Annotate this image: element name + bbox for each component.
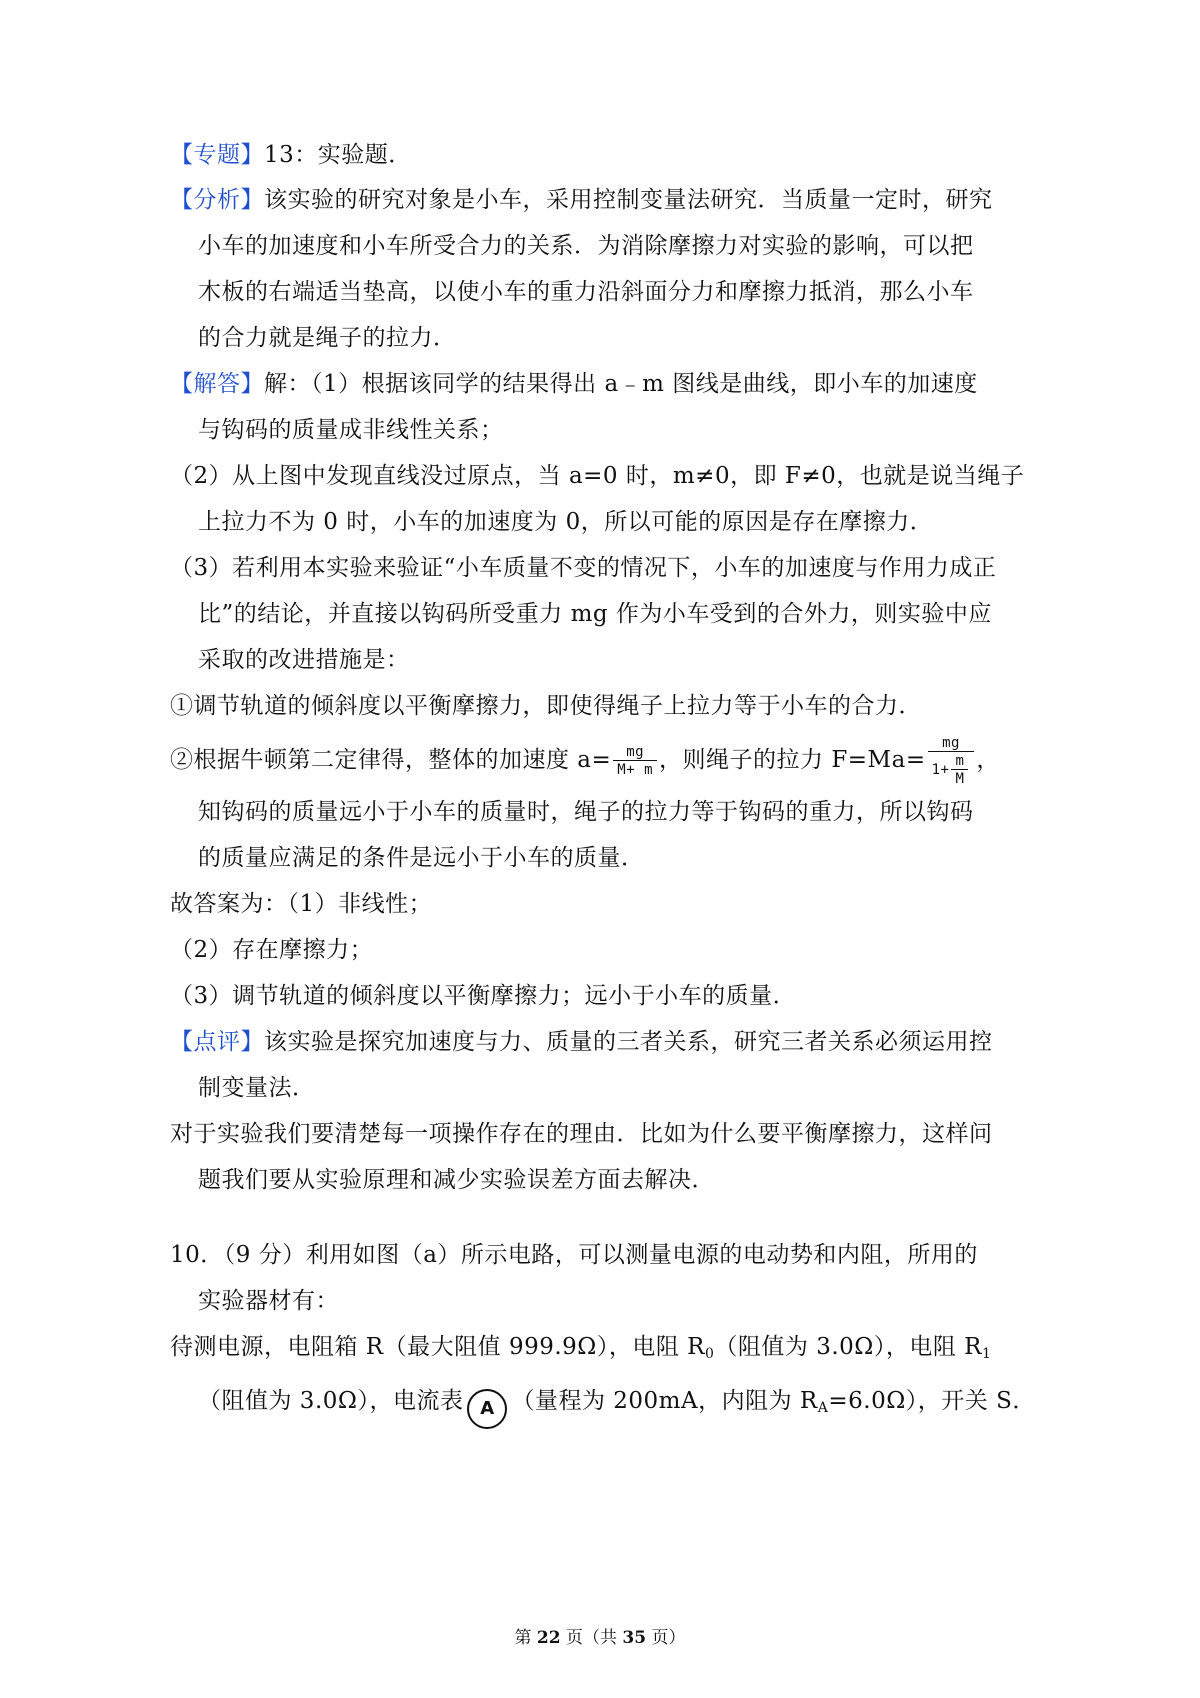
page-number: 22	[536, 1628, 561, 1648]
comment-line-3: 对于实验我们要清楚每一项操作存在的理由．比如为什么要平衡摩擦力，这样问	[170, 1121, 993, 1147]
topic-line	[170, 140, 412, 170]
equip-text-d: （量程为 200mA，内阻为 R	[511, 1388, 818, 1414]
comment-line-1	[170, 1027, 993, 1057]
equip-text-a: 待测电源，电阻箱 R（最大阻值 999.9Ω），电阻 R	[170, 1334, 705, 1360]
footer-mid: 页（共	[560, 1628, 623, 1648]
footer-post: 页）	[646, 1628, 686, 1648]
total-pages: 35	[622, 1628, 647, 1648]
question10-line-1: 10．（9 分）利用如图（a）所示电路，可以测量电源的电动势和内阻，所用的	[170, 1242, 978, 1268]
formula-suffix: ，	[976, 747, 1000, 773]
comment-line-4: 题我们要从实验原理和减少实验误差方面去解决．	[198, 1167, 715, 1193]
comment-tag: 【点评】	[170, 1029, 264, 1055]
formula-middle: ，则绳子的拉力 F=Ma=	[659, 747, 926, 773]
formula-prefix: ②根据牛顿第二定律得，整体的加速度 a=	[170, 747, 612, 773]
analysis-line-4: 的合力就是绳子的拉力．	[198, 325, 457, 351]
equipment-line-1	[170, 1332, 991, 1369]
fraction-denominator: M+ m	[613, 760, 657, 778]
answer-line-2: 与钩码的质量成非线性关系；	[198, 417, 504, 443]
page-footer	[0, 1623, 1200, 1648]
answer-line-1	[170, 369, 978, 399]
answer-tag: 【解答】	[170, 371, 264, 397]
footer-pre: 第	[514, 1628, 537, 1648]
analysis-tag: 【分析】	[170, 187, 264, 213]
acceleration-fraction	[613, 744, 657, 778]
inner-fraction	[951, 753, 968, 787]
equip-text-b: （阻值为 3.0Ω），电阻 R	[714, 1334, 982, 1360]
topic-tag: 【专题】	[170, 142, 264, 168]
analysis-text-1: 该实验的研究对象是小车，采用控制变量法研究．当质量一定时，研究	[264, 187, 993, 213]
inner-numerator: m	[955, 753, 965, 769]
topic-text: 13：实验题．	[264, 142, 412, 168]
answer-line-4: 上拉力不为 0 时，小车的加速度为 0，所以可能的原因是存在摩擦力．	[198, 509, 934, 535]
fraction-numerator: mg	[942, 735, 960, 751]
formula-line	[170, 735, 1000, 787]
answer-line-6: 比”的结论，并直接以钩码所受重力 mg 作为小车受到的合外力，则实验中应	[198, 601, 992, 627]
answer-text-1: 解：（1）根据该同学的结果得出 a﹣m 图线是曲线，即小车的加速度	[264, 371, 978, 397]
answer-line-3: （2）从上图中发现直线没过原点，当 a=0 时，m≠0，即 F≠0，也就是说当绳子	[170, 463, 1025, 489]
analysis-line-3: 木板的右端适当垫高，以使小车的重力沿斜面分力和摩擦力抵消，那么小车	[198, 279, 974, 305]
final-answer-2: （2）存在摩擦力；	[170, 937, 374, 963]
fraction-numerator: mg	[626, 744, 645, 760]
equip-text-e: =6.0Ω），开关 S．	[828, 1388, 1036, 1414]
inner-denominator: M	[951, 769, 968, 787]
analysis-line-1	[170, 185, 993, 215]
final-answer-1: 故答案为：（1）非线性；	[170, 891, 433, 917]
denominator-lead: 1+	[931, 762, 950, 778]
answer-line-7: 采取的改进措施是：	[198, 647, 410, 673]
ammeter-icon: A	[467, 1389, 507, 1429]
answer-line-8: ①调节轨道的倾斜度以平衡摩擦力，即使得绳子上拉力等于小车的合力．	[170, 693, 922, 719]
comment-text-1: 该实验是探究加速度与力、质量的三者关系，研究三者关系必须运用控	[264, 1029, 993, 1055]
tension-fraction	[928, 735, 975, 787]
final-answer-3: （3）调节轨道的倾斜度以平衡摩擦力；远小于小车的质量．	[170, 983, 797, 1009]
analysis-line-2: 小车的加速度和小车所受合力的关系．为消除摩擦力对实验的影响，可以把	[198, 233, 974, 259]
fraction-denominator	[928, 751, 975, 787]
r1-subscript: 1	[982, 1346, 992, 1362]
ra-subscript: A	[817, 1400, 829, 1416]
question10-line-2: 实验器材有：	[198, 1288, 339, 1314]
comment-line-2: 制变量法．	[198, 1075, 316, 1101]
answer-line-9: 知钩码的质量远小于小车的质量时，绳子的拉力等于钩码的重力，所以钩码	[198, 799, 974, 825]
answer-line-10: 的质量应满足的条件是远小于小车的质量．	[198, 845, 645, 871]
equip-text-c: （阻值为 3.0Ω），电流表	[198, 1388, 464, 1414]
answer-line-5: （3）若利用本实验来验证“小车质量不变的情况下，小车的加速度与作用力成正	[170, 555, 997, 581]
r0-subscript: 0	[704, 1346, 715, 1362]
equipment-line-2	[198, 1386, 1036, 1429]
